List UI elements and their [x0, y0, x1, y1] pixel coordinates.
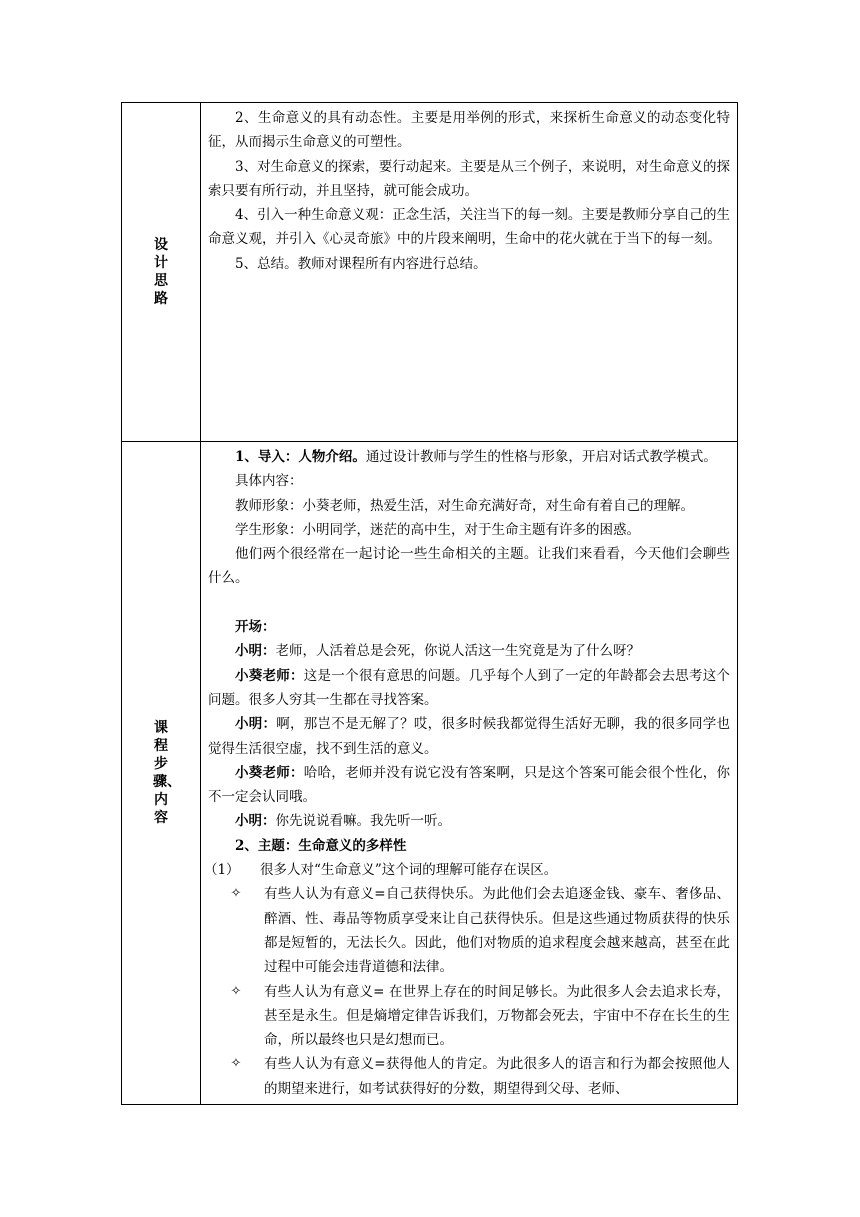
dialogue-text: 哈哈，老师并没有说它没有答案啊，只是这个答案可能会很个性化，你不一定会认同哦。: [208, 764, 731, 806]
speaker: 小明：: [235, 813, 276, 830]
design-paragraph: 2、生命意义的具有动态性。主要是用举例的形式，来探析生命意义的动态变化特征，从而揭示生命意义的可塑性。: [208, 110, 730, 151]
bullet-text: 有些人认为有意义=自己获得快乐。为此他们会去追逐金钱、豪车、奢侈品、醉酒、性、毒品等物质享受来让自己获得快乐。但是这些通过物质获得的快乐都是短暂的，无法长久。因此，他们对物质的追求程度会越来越高，甚至在此过程中可能会违背道德和法律。: [264, 886, 730, 976]
steps-label: 课程步骤、内容: [153, 720, 181, 826]
bullet-item: [208, 1052, 730, 1101]
theme-heading: 2、主题：生命意义的多样性: [235, 837, 407, 854]
design-label-cell: [122, 103, 201, 442]
speaker: 小明：: [235, 716, 277, 733]
dialogue-line: [208, 664, 730, 713]
diamond-bullet-icon: ✧: [230, 886, 242, 902]
dialogue-text: 这是一个很有意思的问题。几乎每个人到了一定的年龄都会去思考这个问题。很多人穷其一生都在寻找答案。: [208, 667, 731, 708]
together-paragraph: 他们两个很经常在一起讨论一些生命相关的主题。让我们来看看，今天他们会聊些什么。: [208, 546, 730, 587]
steps-row: [122, 442, 738, 1105]
design-content-cell: [201, 103, 738, 442]
speaker: 小葵老师：: [235, 667, 304, 684]
bullet-text: 有些人认为有意义= 在世界上存在的时间足够长。为此很多人会去追求长寿，甚至是永生。但是熵增定律告诉我们，万物都会死去，宇宙中不存在长生的生命，所以最终也只是幻想而已。: [264, 983, 730, 1049]
teacher-image: 教师形象：小葵老师，热爱生活，对生命充满好奇，对生命有着自己的理解。: [235, 497, 694, 514]
diamond-bullet-icon: ✧: [230, 983, 242, 999]
content-label: 具体内容：: [235, 473, 303, 490]
dialogue-line: [208, 809, 730, 833]
speaker: 小明：: [235, 643, 276, 660]
dialogue-text: 老师，人活着总是会死，你说人活这一生究竟是为了什么呀？: [275, 643, 640, 660]
intro-heading: 1、导入：人物介绍。: [235, 449, 366, 465]
dialogue-text: 你先说说看嘛。我先听一听。: [275, 813, 451, 830]
design-paragraph: 5、总结。教师对课程所有内容进行总结。: [235, 255, 487, 272]
dialogue-text: 啊，那岂不是无解了？哎，很多时候我都觉得生活好无聊，我的很多同学也觉得生活很空虚，找不到生活的意义。: [208, 716, 731, 757]
dialogue-line: [208, 712, 730, 761]
bullet-text: 有些人认为有意义=获得他人的肯定。为此很多人的语言和行为都会按照他人的期望来进行，如考试获得好的分数，期望得到父母、老师、: [264, 1056, 730, 1097]
design-paragraph: 4、引入一种生命意义观：正念生活，关注当下的每一刻。主要是教师分享自己的生命意义观，并引入《心灵奇旅》中的片段来阐明，生命中的花火就在于当下的每一刻。: [208, 207, 730, 248]
design-label: 设计思路: [154, 237, 168, 307]
steps-content-cell: [201, 442, 738, 1105]
dialogue-line: [208, 639, 730, 663]
design-paragraph: 3、对生命意义的探索，要行动起来。主要是从三个例子，来说明，对生命意义的探索只要有所行动，并且坚持，就可能会成功。: [208, 158, 730, 199]
speaker: 小葵老师：: [235, 764, 304, 781]
sub-heading: [203, 858, 730, 882]
bullet-item: [208, 980, 730, 1053]
blank-line: [208, 591, 730, 615]
dialogue-line: [208, 761, 730, 810]
steps-label-cell: [122, 442, 201, 1105]
design-row: [122, 103, 738, 442]
bullet-item: [208, 882, 730, 979]
lesson-plan-table: [121, 102, 738, 1105]
sub-number: （1）: [203, 862, 240, 879]
diamond-bullet-icon: ✧: [230, 1056, 242, 1072]
intro-text: 通过设计教师与学生的性格与形象，开启对话式教学模式。: [365, 449, 717, 465]
opening-heading: 开场：: [235, 619, 276, 636]
student-image: 学生形象：小明同学，迷茫的高中生，对于生命主题有许多的困惑。: [235, 521, 640, 538]
sub-text: 很多人对“生命意义”这个词的理解可能存在误区。: [259, 862, 558, 879]
intro-paragraph: [208, 445, 730, 469]
